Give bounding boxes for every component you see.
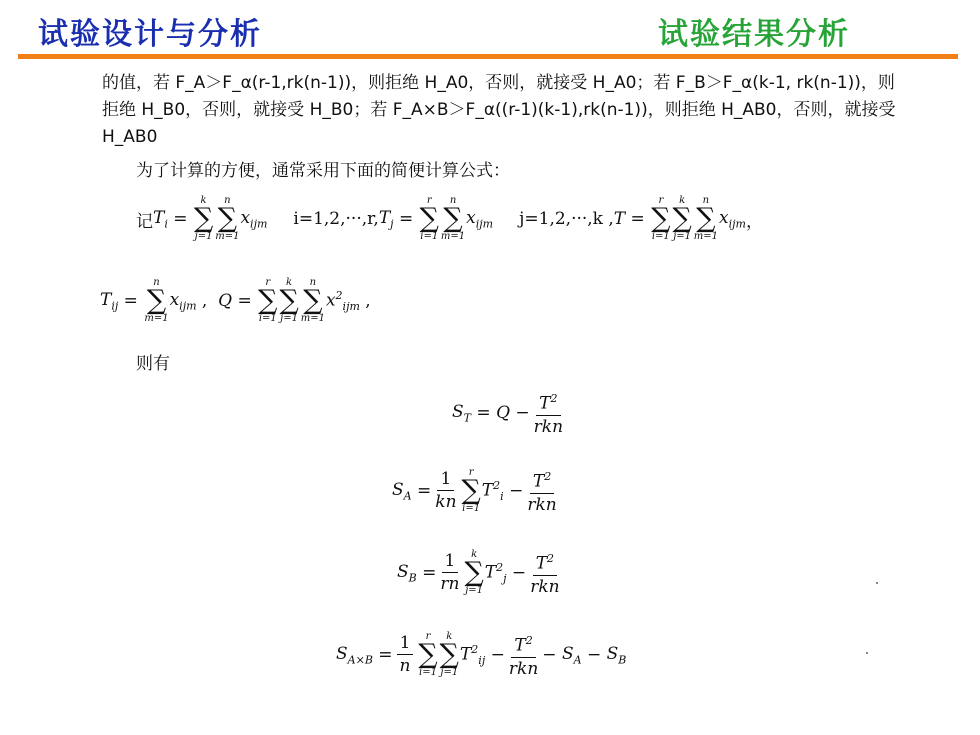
- definition-comma: ，: [745, 211, 763, 232]
- slide-title-right: 试验结果分析: [658, 17, 850, 52]
- definition-prefix: 记: [136, 211, 153, 232]
- formula-st: $S_T$ = Q − $\frac{T^2}{\text{rkn}}$: [452, 388, 567, 438]
- intro-sentence: 为了计算的方便，通常采用下面的简便计算公式：: [136, 161, 510, 181]
- paragraph-line-3: H_AB0: [102, 127, 158, 147]
- slide-title-left: 试验设计与分析: [38, 17, 262, 52]
- definition-row-2: $T_{ij}$ = n ∑ m=1 $x_{ijm}$ , Q = r ∑ i=1 k ∑ j=1 n ∑ m=1 $x^2_{ijm}$ ,: [100, 277, 371, 324]
- decision-rule-paragraph: [102, 70, 896, 151]
- ti-index-range: i=1,2,···,r,: [293, 209, 379, 229]
- stray-dot: [876, 582, 878, 584]
- formula-sab: $S_{A\times B}$ = $\frac{1}{n}$ r ∑ i=1 k ∑ j=1 $T^2_{ij}$ − $\frac{T^2}{\text{rkn}}$ − $S_A$ − $S_B$: [336, 630, 627, 679]
- formula-sb: $S_B$ = $\frac{1}{rn}$ k ∑ j=1 $T^2_j$ − $\frac{T^2}{\text{rkn}}$: [397, 548, 560, 597]
- formula-sa: $S_A$ = $\frac{1}{kn}$ r ∑ i=1 $T^2_i$ − $\frac{T^2}{\text{rkn}}$: [392, 466, 557, 515]
- definition-row-1: 记 $T_i$ = k ∑ j=1 n ∑ m=1 $x_{ijm}$ i=1,2,···,r, $T_j$ = r ∑ i=1 n ∑ m=1 $x_{ijm}$ j=1,2,···,k , T = r ∑ i=1 k ∑ j=1 n ∑ m=1 $x_{ijm}$ ，: [136, 195, 763, 242]
- header-divider: [18, 54, 958, 59]
- tj-index-range: j=1,2,···,k: [519, 209, 603, 229]
- paragraph-line-2: 拒绝 H_B0，否则，就接受 H_B0；若 F_A×B＞F_α((r-1)(k-1),rk(n-1))，则拒绝 H_AB0，否则，就接受: [102, 100, 896, 120]
- then-label: 则有: [136, 354, 170, 374]
- paragraph-line-1: 的值，若 F_A＞F_α(r-1,rk(n-1))，则拒绝 H_A0，否则，就接受 H_A0；若 F_B＞F_α(k-1, rk(n-1))，则: [102, 73, 895, 93]
- stray-dot: [866, 652, 868, 654]
